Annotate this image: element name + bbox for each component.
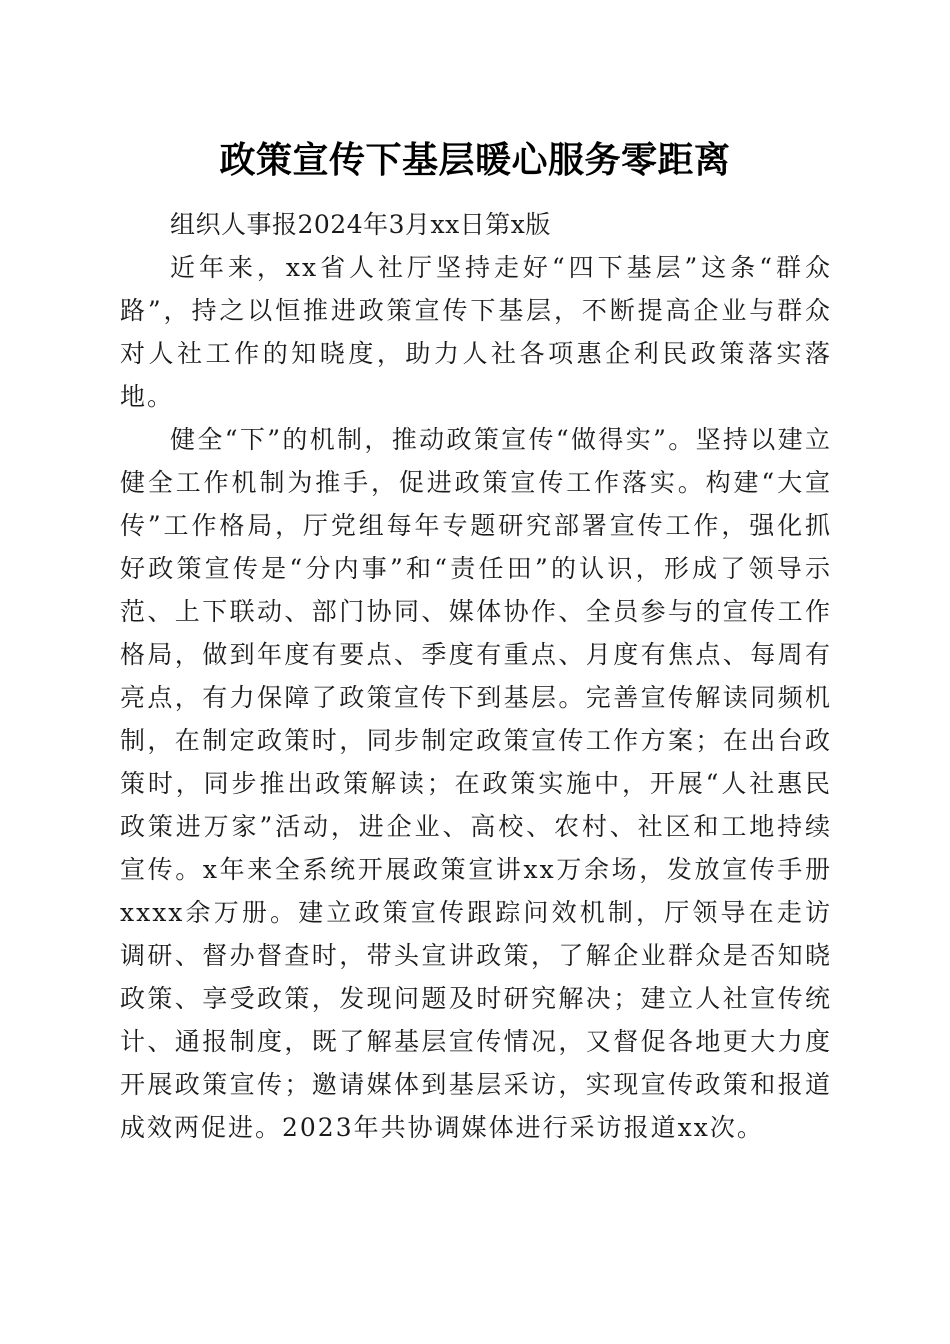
source-line: 组织人事报2024年3月xx日第x版 <box>170 210 551 239</box>
document-title: 政策宣传下基层暖心服务零距离 <box>219 139 731 181</box>
paragraph-mechanism: 健全“下”的机制，推动政策宣传“做得实”。坚持以建立健全工作机制为推手，促进政策宣传工作落实。构建“大宣传”工作格局，厅党组每年专题研究部署宣传工作，强化抓好政策宣传是“分内事”和“责任田”的认识，形成了领导示范、上下联动、部门协同、媒体协作、全员参与的宣传工作格局，做到年度有要点、季度有重点、月度有焦点、每周有亮点，有力保障了政策宣传下到基层。完善宣传解读同频机制，在制定政策时，同步制定政策宣传工作方案；在出台政策时，同步推出政策解读；在政策实施中，开展“人社惠民政策进万家”活动，进企业、高校、农村、社区和工地持续宣传。x年来全系统开展政策宣讲xx万余场，发放宣传手册xxxx余万册。建立政策宣传跟踪问效机制，厅领导在走访调研、督办督查时，带头宣讲政策，了解企业群众是否知晓政策、享受政策，发现问题及时研究解决；建立人社宣传统计、通报制度，既了解基层宣传情况，又督促各地更大力度开展政策宣传；邀请媒体到基层采访，实现宣传政策和报道成效两促进。2023年共协调媒体进行采访报道xx次。 <box>120 425 832 1142</box>
document-body <box>120 203 832 1149</box>
paragraph-intro: 近年来，xx省人社厅坚持走好“四下基层”这条“群众路”，持之以恒推进政策宣传下基层，不断提高企业与群众对人社工作的知晓度，助力人社各项惠企利民政策落实落地。 <box>120 253 832 411</box>
